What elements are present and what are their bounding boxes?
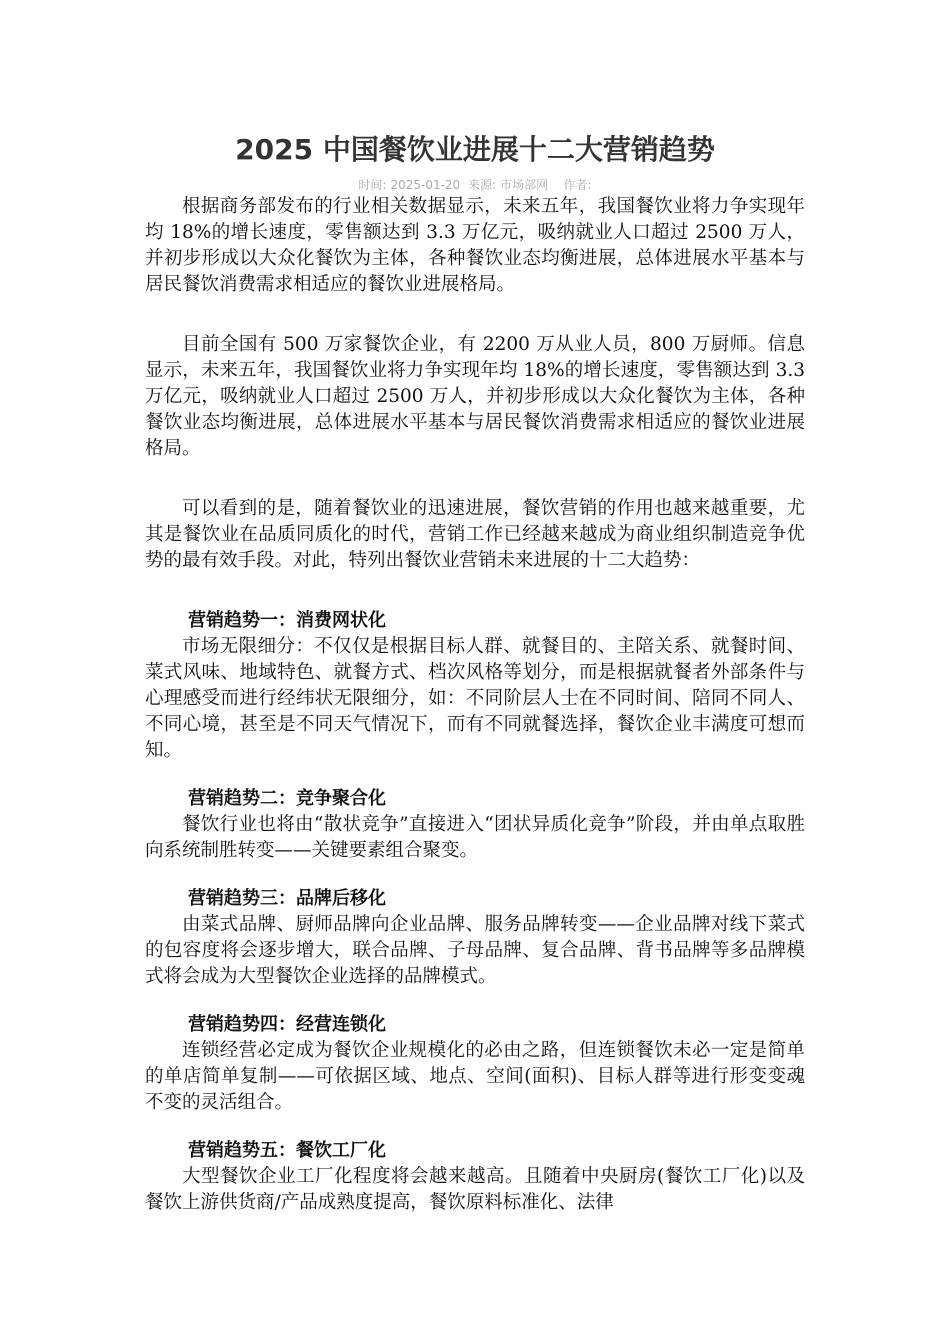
article-meta bbox=[145, 176, 805, 194]
trend-heading: 营销趋势一：消费网状化 bbox=[188, 610, 386, 631]
meta-author-label: 作者: bbox=[563, 178, 592, 192]
trend-heading: 营销趋势二：竞争聚合化 bbox=[188, 788, 386, 809]
trend-body: 连锁经营必定成为餐饮企业规模化的必由之路，但连锁餐饮未必一定是简单的单店简单复制——可依据区域、地点、空间(面积)、目标人群等进行形变变魂不变的灵活组合。 bbox=[145, 1040, 805, 1113]
document-page bbox=[145, 128, 805, 1216]
article-title: 2025 中国餐饮业进展十二大营销趋势 bbox=[235, 133, 715, 166]
intro-paragraph: 可以看到的是，随着餐饮业的迅速进展，餐饮营销的作用也越来越重要，尤其是餐饮业在品质同质化的时代，营销工作已经越来越成为商业组织制造竞争优势的最有效手段。对此，特列出餐饮业营销未来进展的十二大趋势： bbox=[145, 498, 805, 571]
meta-source-value: 市场部网 bbox=[500, 178, 549, 192]
intro-paragraph: 目前全国有 500 万家餐饮企业，有 2200 万从业人员，800 万厨师。信息显示，未来五年，我国餐饮业将力争实现年均 18%的增长速度，零售额达到 3.3 万亿元，吸纳就业人口超过 2500 万人，并初步形成以大众化餐饮为主体，各种餐饮业态均衡进展，总体进展水平基本与居民餐饮消费需求相适应的餐饮业进展格局。 bbox=[145, 334, 805, 459]
trend-body: 市场无限细分：不仅仅是根据目标人群、就餐目的、主陪关系、就餐时间、菜式风味、地域特色、就餐方式、档次风格等划分，而是根据就餐者外部条件与心理感受而进行经纬状无限细分，如：不同阶层人士在不同时间、陪同不同人、不同心境，甚至是不同天气情况下，而有不同就餐选择，餐饮企业丰满度可想而知。 bbox=[145, 636, 805, 761]
trend-body: 餐饮行业也将由“散状竞争”直接进入“团状异质化竞争”阶段，并由单点取胜向系统制胜转变——关键要素组合聚变。 bbox=[145, 814, 805, 861]
intro-paragraph: 根据商务部发布的行业相关数据显示，未来五年，我国餐饮业将力争实现年均 18%的增长速度，零售额达到 3.3 万亿元，吸纳就业人口超过 2500 万人，并初步形成以大众化餐饮为主体，各种餐饮业态均衡进展，总体进展水平基本与居民餐饮消费需求相适应的餐饮业进展格局。 bbox=[145, 196, 805, 295]
trend-heading: 营销趋势五：餐饮工厂化 bbox=[188, 1140, 386, 1161]
meta-source-label: 来源: bbox=[468, 178, 497, 192]
meta-time-value: 2025-01-20 bbox=[390, 178, 461, 192]
trend-heading: 营销趋势四：经营连锁化 bbox=[188, 1014, 386, 1035]
trend-body: 大型餐饮企业工厂化程度将会越来越高。且随着中央厨房(餐饮工厂化)以及餐饮上游供货商/产品成熟度提高，餐饮原料标准化、法律 bbox=[145, 1166, 805, 1213]
trend-heading: 营销趋势三：品牌后移化 bbox=[188, 888, 386, 909]
meta-time-label: 时间: bbox=[358, 178, 387, 192]
trend-body: 由菜式品牌、厨师品牌向企业品牌、服务品牌转变——企业品牌对线下菜式的包容度将会逐步增大，联合品牌、子母品牌、复合品牌、背书品牌等多品牌模式将会成为大型餐饮企业选择的品牌模式。 bbox=[145, 914, 805, 987]
